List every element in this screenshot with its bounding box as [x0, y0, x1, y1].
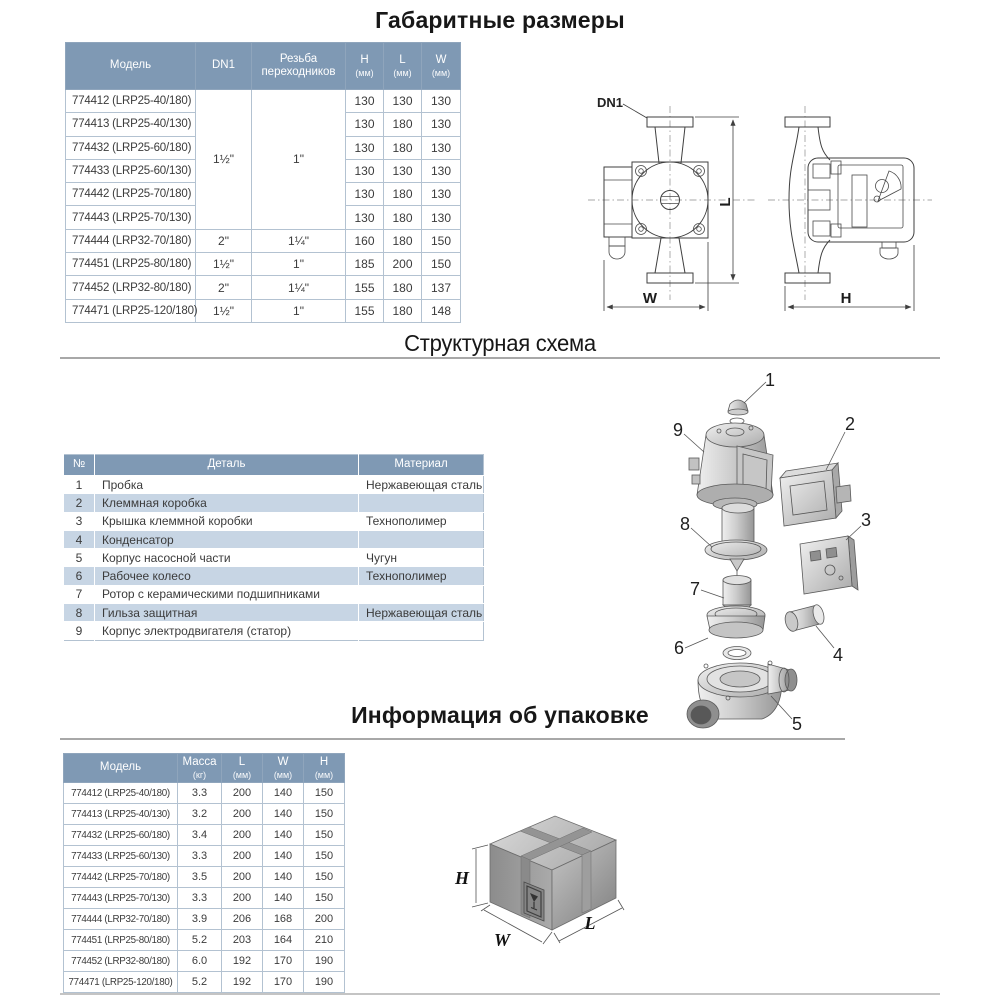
cell-num: 5 [64, 549, 95, 567]
table-row [64, 951, 345, 972]
cell-h: 150 [304, 867, 345, 888]
column-header-w: W (мм) [422, 43, 461, 90]
cell-h: 155 [346, 299, 384, 322]
exploded-view-diagram [640, 358, 960, 746]
table-row [64, 549, 484, 567]
cell-l: 130 [384, 159, 422, 182]
cell-model: 774442 (LRP25-70/180) [66, 183, 196, 206]
cell-num: 3 [64, 512, 95, 530]
cell-model: 774444 (LRP32-70/180) [66, 229, 196, 252]
part-plug [728, 400, 748, 424]
cell-dn1: 1½" [196, 299, 252, 322]
cell-model: 774442 (LRP25-70/180) [64, 867, 178, 888]
cell-mass: 3.2 [178, 804, 222, 825]
part-impeller [707, 606, 765, 660]
cell-part: Конденсатор [95, 530, 359, 548]
cell-w: 150 [422, 229, 461, 252]
cell-material: Чугун [359, 549, 484, 567]
part-terminal-box [780, 463, 851, 526]
cell-l: 180 [384, 299, 422, 322]
cell-w: 164 [263, 930, 304, 951]
table-row [64, 476, 484, 494]
callout-5: 5 [791, 714, 803, 734]
cell-part: Гильза защитная [95, 604, 359, 622]
cell-w: 140 [263, 846, 304, 867]
cell-w: 140 [263, 783, 304, 804]
callout-6: 6 [673, 638, 685, 658]
cell-h: 130 [346, 183, 384, 206]
cell-l: 200 [222, 846, 263, 867]
dn1-label: DN1 [597, 95, 624, 110]
cell-model: 774432 (LRP25-60/180) [66, 136, 196, 159]
pump-dimensions-drawing [560, 60, 960, 320]
cell-model: 774452 (LRP32-80/180) [66, 276, 196, 299]
part-protective-sleeve [705, 503, 767, 578]
column-header-model: Модель [64, 754, 178, 783]
cell-thread: 1" [252, 253, 346, 276]
cell-thread: 1¼" [252, 276, 346, 299]
cell-material [359, 622, 484, 640]
cell-dn1: 1½" [196, 253, 252, 276]
column-header-material: Материал [359, 455, 484, 476]
cell-h: 185 [346, 253, 384, 276]
cell-model: 774471 (LRP25-120/180) [66, 299, 196, 322]
cell-h: 190 [304, 951, 345, 972]
callout-1: 1 [764, 370, 776, 390]
carton-box [490, 816, 616, 930]
cell-dn1: 2" [196, 276, 252, 299]
cell-w: 148 [422, 299, 461, 322]
cell-l: 200 [384, 253, 422, 276]
table-row [64, 512, 484, 530]
cell-w: 130 [422, 183, 461, 206]
cell-model: 774413 (LRP25-40/130) [64, 804, 178, 825]
cell-l: 180 [384, 276, 422, 299]
cell-l: 200 [222, 867, 263, 888]
cell-material: Технополимер [359, 512, 484, 530]
table-row [64, 825, 345, 846]
box-w-label: W [493, 930, 511, 950]
cell-model: 774432 (LRP25-60/180) [64, 825, 178, 846]
cell-part: Корпус электродвигателя (статор) [95, 622, 359, 640]
cell-part: Пробка [95, 476, 359, 494]
header-row [64, 455, 484, 476]
cell-model: 774471 (LRP25-120/180) [64, 972, 178, 993]
cell-l: 203 [222, 930, 263, 951]
table-row [66, 90, 461, 113]
table-row [66, 253, 461, 276]
cell-h: 130 [346, 90, 384, 113]
parts-table [63, 454, 484, 641]
cell-mass: 3.3 [178, 888, 222, 909]
cell-w: 130 [422, 206, 461, 229]
cell-material: Нержавеющая сталь [359, 604, 484, 622]
cell-part: Рабочее колесо [95, 567, 359, 585]
cell-mass: 6.0 [178, 951, 222, 972]
cell-w: 130 [422, 136, 461, 159]
cell-w: 168 [263, 909, 304, 930]
cell-num: 6 [64, 567, 95, 585]
cell-h: 160 [346, 229, 384, 252]
dimensions-table [65, 42, 461, 323]
cell-model: 774443 (LRP25-70/130) [66, 206, 196, 229]
cell-dn1: 1½" [196, 90, 252, 230]
cell-model: 774443 (LRP25-70/130) [64, 888, 178, 909]
cell-dn1: 2" [196, 229, 252, 252]
table-row [64, 567, 484, 585]
box-l-label: L [584, 913, 596, 933]
cell-w: 140 [263, 825, 304, 846]
table-row [64, 909, 345, 930]
cell-h: 150 [304, 825, 345, 846]
column-header-thread: Резьба переходников [252, 43, 346, 90]
cell-h: 155 [346, 276, 384, 299]
table-row [64, 867, 345, 888]
cell-thread: 1¼" [252, 229, 346, 252]
part-capacitor [783, 604, 826, 633]
cell-l: 200 [222, 825, 263, 846]
column-header-mass: Масса (кг) [178, 754, 222, 783]
column-header-dn1: DN1 [196, 43, 252, 90]
column-header-w: W (мм) [263, 754, 304, 783]
cell-mass: 3.3 [178, 846, 222, 867]
cell-l: 130 [384, 90, 422, 113]
column-header-num: № [64, 455, 95, 476]
cell-h: 130 [346, 136, 384, 159]
cell-mass: 3.5 [178, 867, 222, 888]
l-dim-label: L [717, 197, 734, 207]
cell-model: 774452 (LRP32-80/180) [64, 951, 178, 972]
cell-mass: 3.9 [178, 909, 222, 930]
callout-7: 7 [689, 579, 701, 599]
cell-h: 210 [304, 930, 345, 951]
cell-material [359, 494, 484, 512]
table-row [64, 604, 484, 622]
cell-l: 180 [384, 183, 422, 206]
w-dim-label: W [642, 290, 658, 307]
cell-l: 200 [222, 888, 263, 909]
table-row [64, 494, 484, 512]
callout-9: 9 [672, 420, 684, 440]
cell-h: 150 [304, 783, 345, 804]
cell-w: 130 [422, 113, 461, 136]
table-row [64, 846, 345, 867]
table-row [64, 530, 484, 548]
cell-num: 1 [64, 476, 95, 494]
cell-model: 774413 (LRP25-40/130) [66, 113, 196, 136]
table-row [64, 804, 345, 825]
cell-mass: 5.2 [178, 972, 222, 993]
table-row [64, 585, 484, 603]
cell-h: 150 [304, 888, 345, 909]
cell-w: 130 [422, 90, 461, 113]
cell-model: 774412 (LRP25-40/180) [64, 783, 178, 804]
cell-h: 130 [346, 113, 384, 136]
callout-2: 2 [844, 414, 856, 434]
cell-model: 774412 (LRP25-40/180) [66, 90, 196, 113]
cell-mass: 3.4 [178, 825, 222, 846]
cell-num: 9 [64, 622, 95, 640]
cell-w: 140 [263, 804, 304, 825]
cell-w: 137 [422, 276, 461, 299]
column-header-l: L (мм) [222, 754, 263, 783]
cell-l: 192 [222, 951, 263, 972]
table-row [64, 930, 345, 951]
section-title-packing: Информация об упаковке [351, 702, 649, 728]
cell-model: 774451 (LRP25-80/180) [64, 930, 178, 951]
table-row [66, 229, 461, 252]
cell-l: 180 [384, 136, 422, 159]
part-pump-housing [687, 661, 797, 728]
cell-part: Клеммная коробка [95, 494, 359, 512]
cell-l: 180 [384, 206, 422, 229]
section-title-structure: Структурная схема [404, 330, 596, 356]
header-row [66, 43, 461, 90]
table-row [66, 276, 461, 299]
cell-w: 150 [422, 253, 461, 276]
cell-l: 200 [222, 804, 263, 825]
packing-table [63, 753, 345, 993]
callout-3: 3 [860, 510, 872, 530]
cell-num: 4 [64, 530, 95, 548]
cell-mass: 5.2 [178, 930, 222, 951]
column-header-part: Деталь [95, 455, 359, 476]
table-row [64, 972, 345, 993]
header-row [64, 754, 345, 783]
cell-h: 200 [304, 909, 345, 930]
h-dim-label: H [840, 290, 852, 307]
box-h-label: H [454, 868, 470, 888]
cell-w: 140 [263, 867, 304, 888]
cell-num: 7 [64, 585, 95, 603]
cell-part: Корпус насосной части [95, 549, 359, 567]
callout-4: 4 [832, 645, 844, 665]
cell-l: 192 [222, 972, 263, 993]
cell-material [359, 585, 484, 603]
section-title-dimensions: Габаритные размеры [375, 7, 625, 33]
cell-model: 774444 (LRP32-70/180) [64, 909, 178, 930]
cell-num: 2 [64, 494, 95, 512]
column-header-model: Модель [66, 43, 196, 90]
cell-h: 190 [304, 972, 345, 993]
cell-part: Крышка клеммной коробки [95, 512, 359, 530]
cell-thread: 1" [252, 90, 346, 230]
column-header-h: H (мм) [304, 754, 345, 783]
table-row [64, 783, 345, 804]
cell-material: Нержавеющая сталь [359, 476, 484, 494]
cell-material: Технополимер [359, 567, 484, 585]
cell-w: 170 [263, 951, 304, 972]
part-terminal-box-cover [800, 536, 858, 594]
cell-l: 206 [222, 909, 263, 930]
cell-model: 774433 (LRP25-60/130) [66, 159, 196, 182]
cell-w: 140 [263, 888, 304, 909]
table-row [64, 622, 484, 640]
cell-thread: 1" [252, 299, 346, 322]
cell-w: 130 [422, 159, 461, 182]
cell-h: 130 [346, 159, 384, 182]
part-motor-housing [689, 423, 773, 510]
cell-l: 180 [384, 113, 422, 136]
cell-model: 774451 (LRP25-80/180) [66, 253, 196, 276]
cell-h: 130 [346, 206, 384, 229]
cell-num: 8 [64, 604, 95, 622]
cell-l: 180 [384, 229, 422, 252]
cell-material [359, 530, 484, 548]
column-header-h: H (мм) [346, 43, 384, 90]
packing-box-illustration [440, 800, 700, 995]
cell-model: 774433 (LRP25-60/130) [64, 846, 178, 867]
table-row [64, 888, 345, 909]
dimension-annotations [597, 95, 914, 311]
pump-side-view [768, 106, 932, 300]
cell-h: 150 [304, 804, 345, 825]
cell-h: 150 [304, 846, 345, 867]
table-row [66, 299, 461, 322]
cell-part: Ротор с керамическими подшипниками [95, 585, 359, 603]
callout-8: 8 [679, 514, 691, 534]
cell-l: 200 [222, 783, 263, 804]
cell-w: 170 [263, 972, 304, 993]
cell-mass: 3.3 [178, 783, 222, 804]
column-header-l: L (мм) [384, 43, 422, 90]
